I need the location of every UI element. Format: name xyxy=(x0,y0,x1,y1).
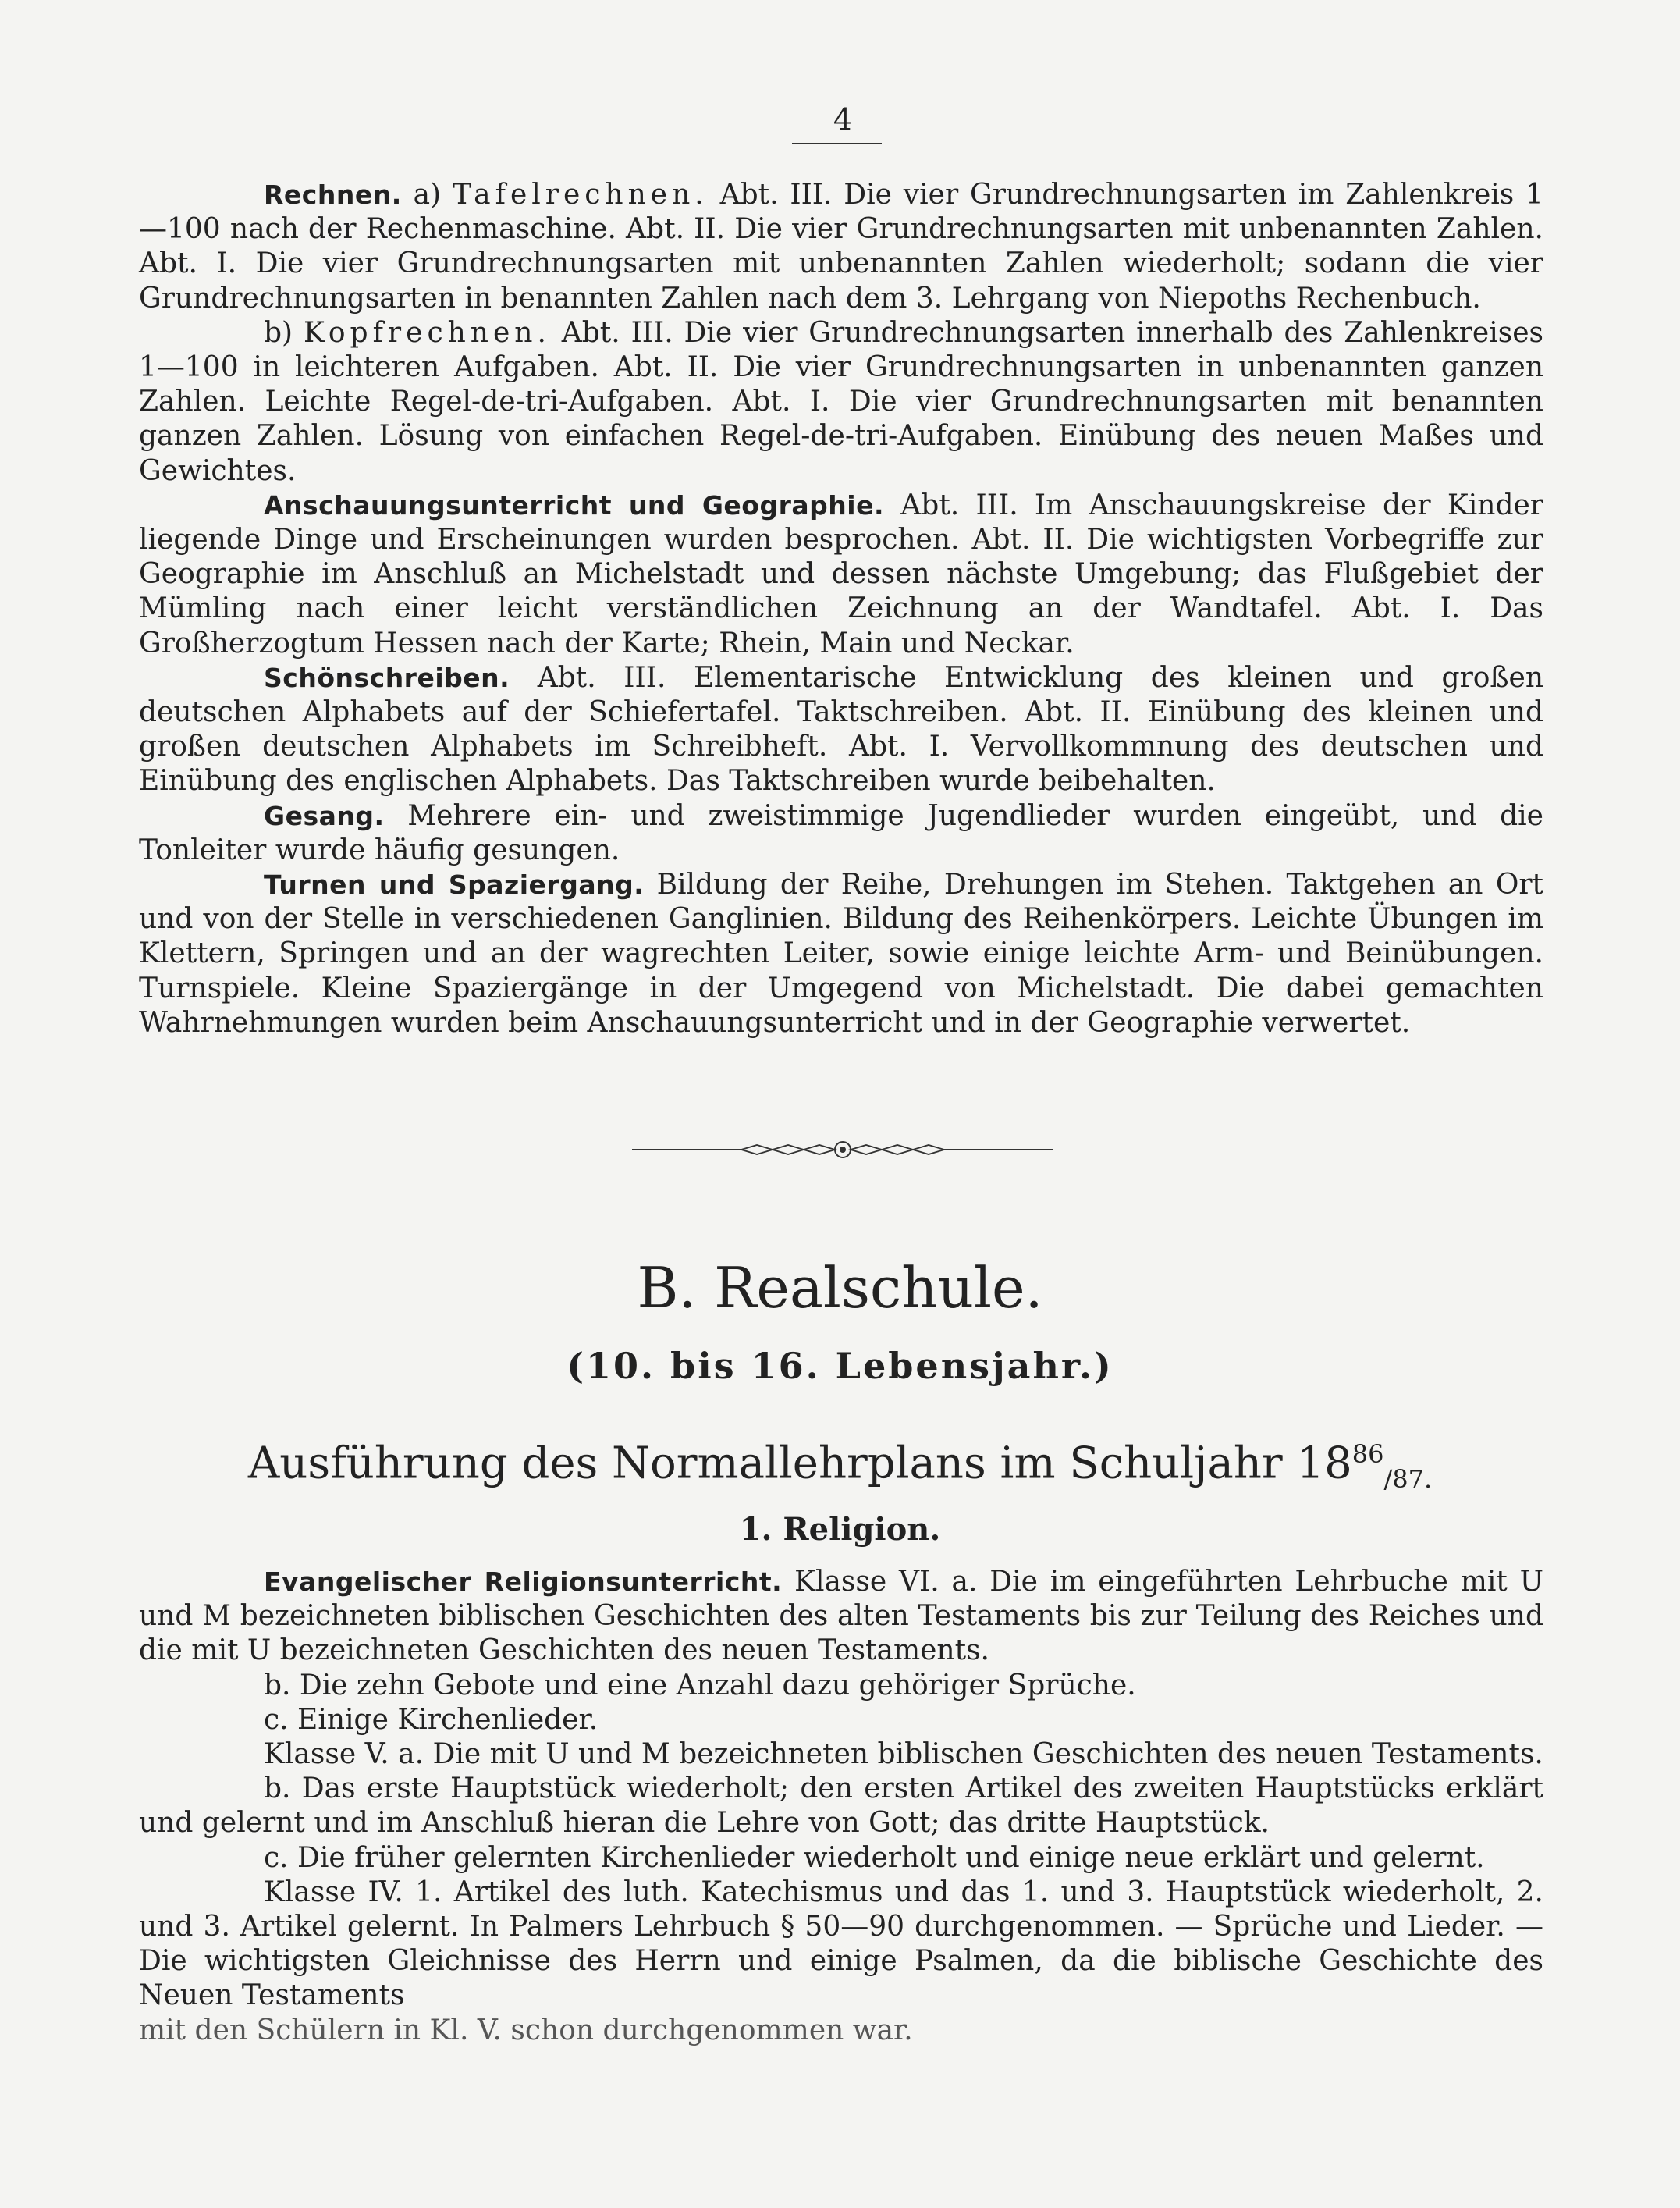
klasse-vi-c-paragraph: c. Einige Kirchenlieder. xyxy=(264,1703,598,1736)
gesang-paragraph xyxy=(139,799,1543,868)
anschauung-paragraph xyxy=(139,489,1543,661)
rechnen-paragraph xyxy=(139,178,1543,316)
kopfrechnen-paragraph xyxy=(139,316,1543,489)
tafelrechnen-text: Abt. III. Die vier Grundrechnungsarten im Zahlenkreis 1—100 nach der Rechenmaschine. Abt. II. Die vier Grundrechnungsarten mit unbenannten Zahlen. Abt. I. Die vier Grundrechnungsarten mit unbenannten Zahlen wiederholt; sodann die vier Grundrechnungsarten in benannten Zahlen nach dem 3. Lehrgang von Niepoths Rechenbuch. xyxy=(139,179,1543,315)
kopfrechnen-title: Kopfrechnen. xyxy=(303,316,551,349)
elementary-curriculum-section xyxy=(139,178,1543,1040)
klasse-v-c-paragraph: c. Die früher gelernten Kirchenlieder wiederholt und einige neue erklärt und gelernt. xyxy=(264,1841,1485,1874)
age-range: (10. bis 16. Lebensjahr.) xyxy=(567,1345,1113,1387)
religion-heading: 1. Religion. xyxy=(739,1511,941,1548)
plan-title-year-sup: 86 xyxy=(1351,1439,1384,1469)
klasse-v-a-paragraph: Klasse V. a. Die mit U und M bezeichneten biblischen Geschichten des neuen Testaments. xyxy=(264,1738,1543,1771)
page-number-rule xyxy=(792,143,882,144)
tafelrechnen-title: Tafelrechnen. xyxy=(452,179,709,211)
religion-curriculum-section xyxy=(139,1565,1543,2048)
schoenschreiben-paragraph xyxy=(139,661,1543,799)
realschule-title: B. Realschule. xyxy=(637,1255,1043,1321)
evangelisch-heading: Evangelischer Religionsunterricht. xyxy=(264,1566,783,1597)
page-number: 4 xyxy=(833,102,853,137)
rechnen-a-label: a) xyxy=(413,179,442,211)
plan-title xyxy=(0,1427,1680,1506)
section-divider-ornament xyxy=(632,1138,1053,1161)
plan-title-main: Ausführung des Normallehrplans im Schuljahr 18 xyxy=(247,1438,1352,1489)
plan-title-year-sub: /87. xyxy=(1383,1463,1433,1494)
klasse-vi-b-paragraph: b. Die zehn Gebote und eine Anzahl dazu gehöriger Sprüche. xyxy=(264,1669,1136,1701)
klasse-vi-paragraph xyxy=(139,1565,1543,1669)
klasse-iv-paragraph: Klasse IV. 1. Artikel des luth. Katechismus und das 1. und 3. Hauptstück wiederholt, 2. und 3. Artikel gelernt. In Palmers Lehrbuch § 50—90 durchgenommen. — Sprüche und Lieder. — Die wichtigsten Gleichnisse des Herrn und einige Psalmen, da die biblische Geschichte des Neuen Testaments xyxy=(139,1876,1543,2012)
kopfrechnen-text: Abt. III. Die vier Grundrechnungsarten innerhalb des Zahlenkreises 1—100 in leichteren Aufgaben. Abt. II. Die vier Grundrechnungsarten in unbenannten ganzen Zahlen. Leichte Regel-de-tri-Aufgaben. Abt. I. Die vier Grundrechnungsarten mit benannten ganzen Zahlen. Lösung von einfachen Regel-de-tri-Aufgaben. Einübung des neuen Maßes und Gewichtes. xyxy=(139,316,1543,487)
turnen-heading: Turnen und Spaziergang. xyxy=(264,869,645,901)
anschauung-heading: Anschauungsunterricht und Geographie. xyxy=(264,489,884,521)
anschauung-text: Abt. III. Im Anschauungskreise der Kinder liegende Dinge und Erscheinungen wurden besprochen. Abt. II. Die wichtigsten Vorbegriffe zur Geographie im Anschluß an Michelstadt und dessen nächste Umgebung; das Flußgebiet der Mümling nach einer leicht verständlichen Zeichnung an der Wandtafel. Abt. I. Das Großherzogtum Hessen nach der Karte; Rhein, Main und Neckar. xyxy=(139,489,1544,660)
gesang-heading: Gesang. xyxy=(264,800,385,831)
rechnen-heading: Rechnen. xyxy=(264,180,402,210)
rechnen-b-label: b) xyxy=(264,316,293,349)
schoenschreiben-text: Abt. III. Elementarische Entwicklung des kleinen und großen deutschen Alphabets auf der Schiefertafel. Taktschreiben. Abt. II. Einübung des kleinen und großen deutschen Alphabets im Schreibheft. Abt. I. Vervollkommnung des deutschen und Einübung des englischen Alphabets. Das Taktschreiben wurde beibehalten. xyxy=(139,661,1543,798)
gesang-text: Mehrere ein- und zweistimmige Jugendlieder wurden eingeübt, und die Tonleiter wurde häufig gesungen. xyxy=(139,799,1543,866)
turnen-paragraph xyxy=(139,868,1543,1040)
turnen-text: Bildung der Reihe, Drehungen im Stehen. Taktgehen an Ort und von der Stelle in verschiedenen Ganglinien. Bildung des Reihenkörpers. Leichte Übungen im Klettern, Springen und an der wagrechten Leiter, sowie einige leichte Arm- und Beinübungen. Turnspiele. Kleine Spaziergänge in der Umgegend von Michelstadt. Die dabei gemachten Wahrnehmungen wurden beim Anschauungsunterricht und in der Geographie verwertet. xyxy=(139,869,1544,1039)
schoenschreiben-heading: Schönschreiben. xyxy=(264,662,510,693)
klasse-v-b-paragraph: b. Das erste Hauptstück wiederholt; den ersten Artikel des zweiten Hauptstücks erklärt und gelernt und im Anschluß hieran die Lehre von Gott; das dritte Hauptstück. xyxy=(139,1772,1543,1840)
klasse-iv-end-line: mit den Schülern in Kl. V. schon durchgenommen war. xyxy=(139,2014,913,2046)
klasse-vi-text: Klasse VI. a. Die im eingeführten Lehrbuche mit U und M bezeichneten biblischen Geschichten des alten Testaments bis zur Teilung des Reiches und die mit U bezeichneten Geschichten des neuen Testaments. xyxy=(139,1566,1543,1667)
